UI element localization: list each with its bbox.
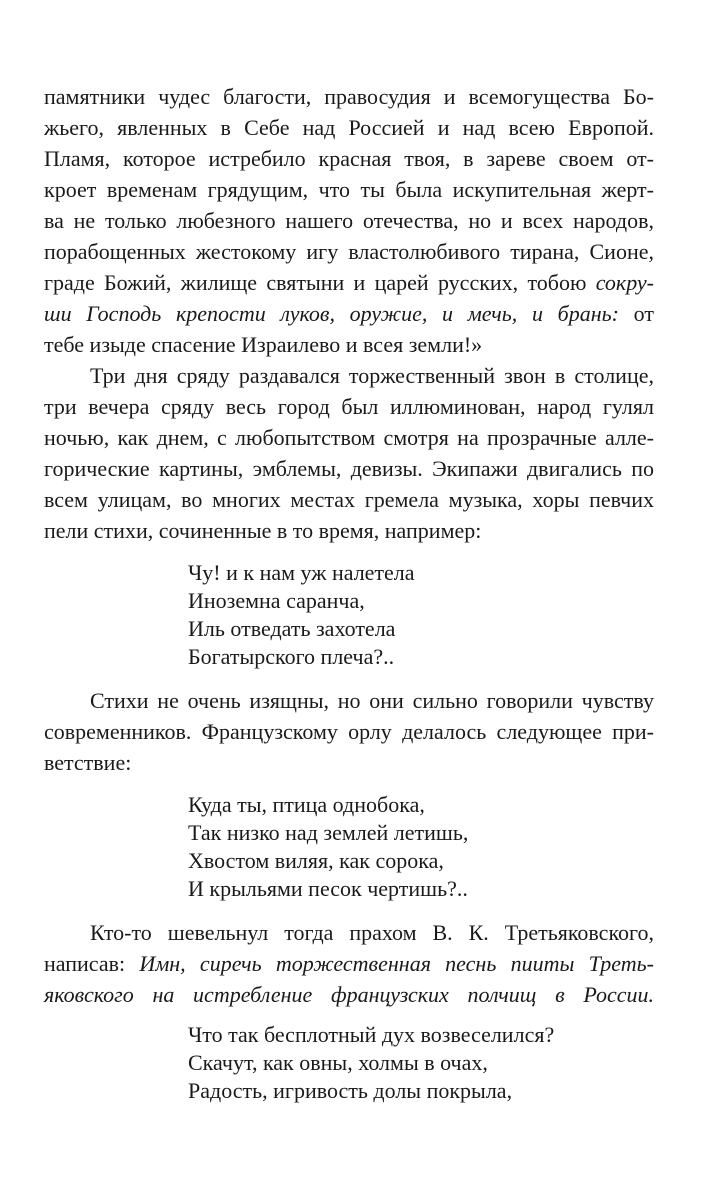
text-italic: яковского на истребление французских полчищ в России.: [44, 982, 654, 1007]
verse-line: Что так бесплотный дух возвеселился?: [188, 1022, 555, 1047]
text-line: всем улицам, во многих местах гремела музыка, хоры певчих: [44, 487, 654, 512]
text-line: пели стихи, сочиненные в то время, например:: [44, 518, 482, 543]
text-line: ночью, как днем, с любопытством смотря на прозрачные алле-: [44, 425, 654, 450]
text-line: [44, 301, 654, 327]
verse-line: Хвостом виляя, как сорока,: [188, 848, 444, 873]
verse-line: И крыльями песок чертишь?..: [188, 876, 468, 901]
text-line: горические картины, эмблемы, девизы. Экипажи двигались по: [44, 456, 654, 481]
text-plain: граде Божий, жилище святыни и царей русских, тобою: [44, 270, 596, 295]
verse-line: Иноземна саранча,: [188, 588, 365, 613]
text-line: [44, 270, 654, 296]
text-line: современников. Французскому орлу делалось следующее при-: [44, 719, 654, 744]
text-plain: написав:: [44, 951, 140, 976]
text-line: тебе изыде спасение Израилево и всея земли!»: [44, 332, 483, 357]
text-line: [44, 982, 654, 1008]
text-line: порабощенных жестокому игу властолюбивого тирана, Сионе,: [44, 239, 654, 264]
text-italic: ши Господь крепости луков, оружие, и мечь, и брань:: [44, 301, 619, 326]
text-line: памятники чудес благости, правосудия и всемогущества Бо-: [44, 84, 654, 109]
text-line: кроет временам грядущим, что ты была искупительная жерт-: [44, 177, 654, 202]
verse-line: Чу! и к нам уж налетела: [188, 560, 415, 585]
text-italic: сокру-: [595, 270, 654, 295]
verse-line: Иль отведать захотела: [188, 616, 396, 641]
text-line: ветствие:: [44, 750, 132, 775]
verse-line: Богатырского плеча?..: [188, 644, 395, 669]
text-line: три вечера сряду весь город был иллюминован, народ гулял: [44, 394, 654, 419]
text-line: Стихи не очень изящны, но они сильно говорили чувству: [90, 688, 654, 713]
verse-line: Так низко над землей летишь,: [188, 820, 469, 845]
verse-line: Куда ты, птица однобока,: [188, 792, 425, 817]
text-line: Пламя, которое истребило красная твоя, в зареве своем от-: [44, 146, 654, 171]
verse-line: Скачут, как овны, холмы в очах,: [188, 1050, 488, 1075]
text-plain: от: [618, 301, 654, 326]
text-line: [44, 951, 654, 977]
text-line: ва не только любезного нашего отечества, но и всех народов,: [44, 208, 654, 233]
text-line: Кто-то шевельнул тогда прахом В. К. Третьяковского,: [90, 920, 654, 945]
text-line: жьего, явленных в Себе над Россией и над всею Европой.: [44, 115, 654, 140]
verse-line: Радость, игривость долы покрыла,: [188, 1078, 513, 1103]
text-line: Три дня сряду раздавался торжественный звон в столице,: [90, 363, 654, 388]
text-italic: Имн, сиречь торжественная песнь пииты Треть-: [139, 951, 655, 976]
